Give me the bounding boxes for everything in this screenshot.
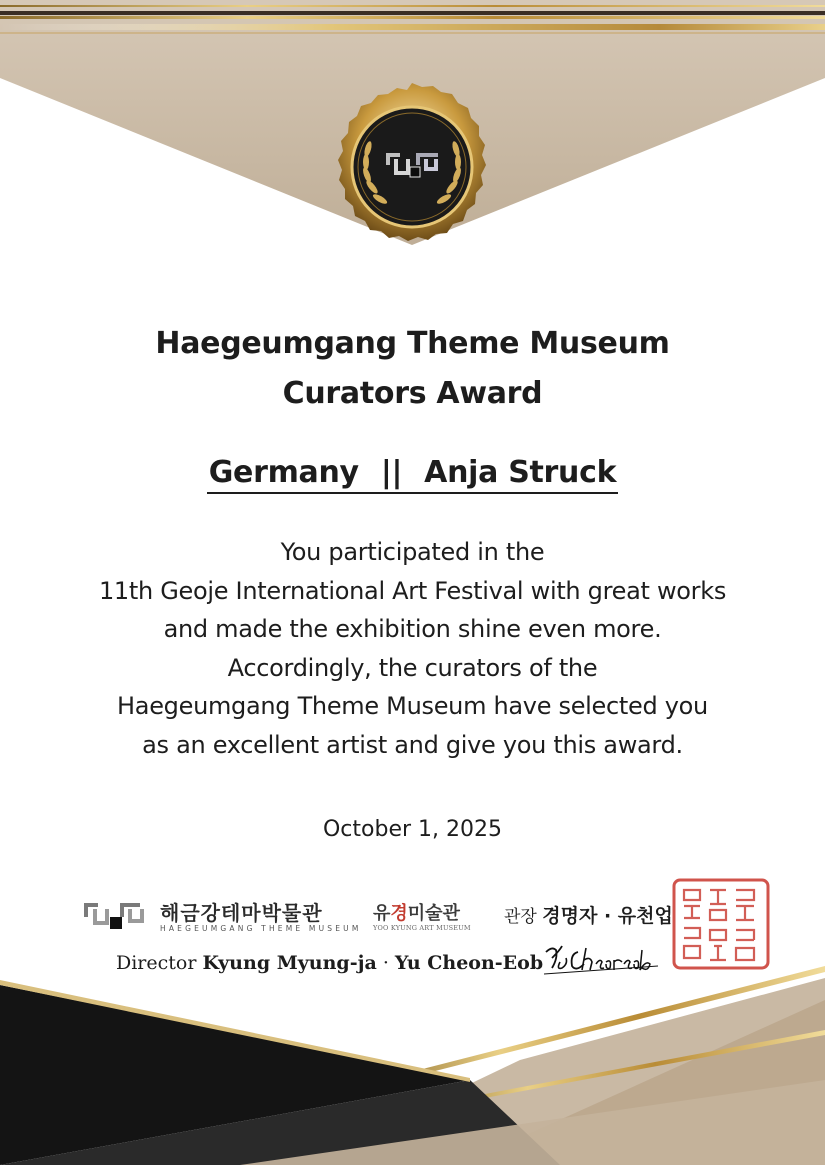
director-names-korean: 경명자 · 유천업 — [542, 905, 673, 927]
director-name-1: Kyung Myung-ja — [202, 952, 377, 974]
yookyung-museum-logo — [373, 899, 493, 939]
gallery-logo-korean-highlight: 경 — [390, 903, 408, 924]
director-title-korean: 관장 — [504, 907, 537, 927]
red-seal-stamp — [670, 876, 772, 972]
handwritten-signature — [542, 940, 662, 980]
body-line: Accordingly, the curators of the — [227, 653, 598, 682]
director-name-2: Yu Cheon-Eob — [394, 952, 544, 974]
body-line: and made the exhibition shine even more. — [163, 615, 662, 643]
museum-logo-korean: 해금강테마박물관 — [160, 901, 323, 925]
recipient-country: Germany — [208, 455, 359, 490]
recipient-line — [0, 455, 825, 494]
top-gold-stripe-2 — [0, 16, 825, 19]
award-title-line-2: Curators Award — [282, 376, 543, 411]
gallery-logo-korean-prefix: 유 — [373, 903, 391, 924]
award-body-text — [0, 533, 825, 764]
gallery-logo-english: YOO KYUNG ART MUSEUM — [373, 924, 471, 932]
haegeumgang-museum-logo — [84, 897, 362, 937]
director-line — [116, 952, 543, 974]
award-date: October 1, 2025 — [322, 817, 502, 842]
body-line: 11th Geoje International Art Festival with great works — [98, 576, 727, 605]
body-line: Haegeumgang Theme Museum have selected you — [117, 692, 708, 720]
director-label: Director — [116, 952, 197, 974]
top-gold-stripe-3 — [0, 24, 825, 30]
recipient-separator: || — [380, 455, 403, 490]
top-gold-stripe — [0, 5, 825, 7]
recipient-name: Anja Struck — [424, 455, 617, 490]
body-line: as an excellent artist and give you this award. — [142, 730, 683, 759]
top-gold-stripe-4 — [0, 32, 825, 34]
body-line: You participated in the — [280, 538, 545, 566]
top-dark-stripe — [0, 11, 825, 15]
director-korean — [504, 901, 673, 928]
museum-mark-icon — [84, 899, 154, 933]
director-separator: · — [382, 952, 389, 974]
museum-logo-english: HAEGEUMGANG THEME MUSEUM — [160, 924, 362, 933]
gallery-logo-korean — [373, 899, 460, 925]
gallery-logo-korean-suffix: 미술관 — [407, 903, 460, 924]
award-medal-icon — [322, 82, 502, 252]
award-title-line-1: Haegeumgang Theme Museum — [155, 326, 670, 361]
